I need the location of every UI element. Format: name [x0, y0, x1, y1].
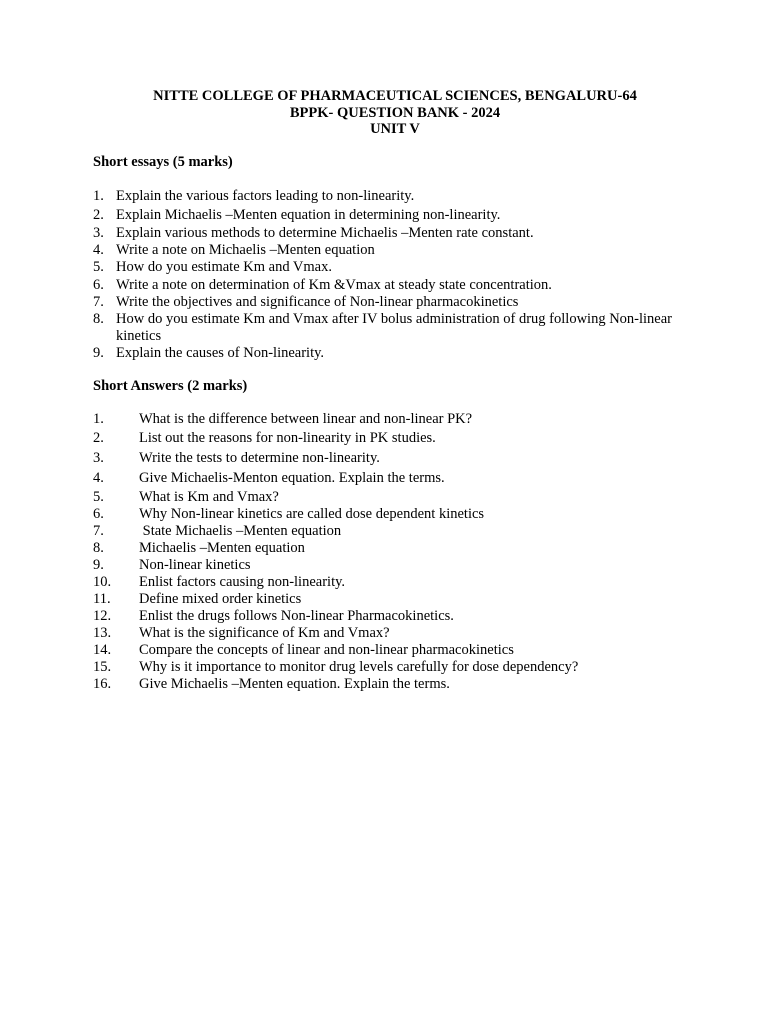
item-text: What is the difference between linear and non-linear PK? [139, 411, 473, 427]
list-item [93, 506, 693, 523]
item-number: 4. [93, 470, 104, 486]
item-number: 9. [93, 345, 104, 361]
item-text: How do you estimate Km and Vmax after IV bolus administration of drug following Non-linear kinetics [116, 311, 672, 344]
list-item [93, 642, 693, 659]
list-item [93, 659, 693, 676]
list-item [93, 450, 693, 467]
list-item [93, 311, 693, 345]
item-text: Explain Michaelis –Menten equation in determining non-linearity. [116, 207, 501, 223]
item-text: Write the tests to determine non-linearity. [139, 450, 380, 466]
list-item [93, 625, 693, 642]
short-essays-heading: Short essays (5 marks) [93, 154, 233, 170]
list-item [93, 523, 693, 540]
item-text: Why is it importance to monitor drug levels carefully for dose dependency? [139, 659, 579, 675]
item-number: 6. [93, 506, 104, 522]
item-number: 9. [93, 557, 104, 573]
list-item [93, 411, 693, 428]
list-item [93, 676, 693, 693]
question-bank-title: BPPK- QUESTION BANK - 2024 [289, 104, 501, 121]
item-text: Give Michaelis-Menton equation. Explain the terms. [139, 470, 445, 486]
item-number: 11. [93, 591, 111, 607]
item-text: State Michaelis –Menten equation [139, 523, 342, 539]
list-item [93, 294, 693, 311]
item-number: 7. [93, 523, 104, 539]
list-item [93, 345, 693, 362]
item-text: List out the reasons for non-linearity in PK studies. [139, 430, 436, 446]
item-number: 14. [93, 642, 112, 658]
item-number: 5. [93, 259, 104, 275]
list-item [93, 188, 693, 205]
list-item [93, 608, 693, 625]
list-item [93, 540, 693, 557]
item-number: 8. [93, 311, 104, 327]
list-item [93, 277, 693, 294]
item-text: How do you estimate Km and Vmax. [116, 259, 332, 275]
list-item [93, 259, 693, 276]
list-item [93, 242, 693, 259]
short-answers-list [93, 411, 693, 693]
unit-title: UNIT V [370, 121, 420, 137]
item-text: Explain the causes of Non-linearity. [116, 345, 325, 361]
item-number: 6. [93, 277, 104, 293]
item-text: Non-linear kinetics [139, 557, 251, 573]
list-item [93, 489, 693, 506]
document-header [0, 88, 768, 138]
item-number: 2. [93, 207, 104, 223]
item-number: 1. [93, 411, 104, 427]
item-text: Write the objectives and significance of Non-linear pharmacokinetics [116, 294, 519, 310]
item-text: Give Michaelis –Menten equation. Explain the terms. [139, 676, 450, 692]
item-number: 7. [93, 294, 104, 310]
list-item [93, 574, 693, 591]
list-item [93, 207, 693, 224]
list-item [93, 225, 693, 242]
item-number: 5. [93, 489, 104, 505]
short-answers-heading: Short Answers (2 marks) [93, 378, 248, 394]
item-number: 16. [93, 676, 112, 692]
item-text: Define mixed order kinetics [139, 591, 302, 607]
item-number: 12. [93, 608, 112, 624]
item-text: What is the significance of Km and Vmax? [139, 625, 390, 641]
item-number: 4. [93, 242, 104, 258]
item-text: Explain various methods to determine Michaelis –Menten rate constant. [116, 225, 534, 241]
item-number: 1. [93, 188, 104, 204]
item-text: Write a note on Michaelis –Menten equation [116, 242, 375, 258]
item-text: What is Km and Vmax? [139, 489, 279, 505]
item-number: 2. [93, 430, 104, 446]
item-number: 3. [93, 225, 104, 241]
item-number: 8. [93, 540, 104, 556]
item-text: Enlist factors causing non-linearity. [139, 574, 346, 590]
list-item [93, 557, 693, 574]
list-item [93, 430, 693, 447]
item-text: Why Non-linear kinetics are called dose dependent kinetics [139, 506, 485, 522]
item-number: 13. [93, 625, 112, 641]
short-essays-list [93, 188, 693, 362]
item-text: Enlist the drugs follows Non-linear Pharmacokinetics. [139, 608, 454, 624]
list-item [93, 470, 693, 487]
item-text: Michaelis –Menten equation [139, 540, 305, 556]
item-number: 15. [93, 659, 112, 675]
college-name: NITTE COLLEGE OF PHARMACEUTICAL SCIENCES, BENGALURU-64 [153, 88, 637, 104]
item-number: 3. [93, 450, 104, 466]
item-text: Compare the concepts of linear and non-linear pharmacokinetics [139, 642, 514, 658]
item-text: Explain the various factors leading to non-linearity. [116, 188, 415, 204]
item-text: Write a note on determination of Km &Vmax at steady state concentration. [116, 277, 552, 293]
item-number: 10. [93, 574, 112, 590]
list-item [93, 591, 693, 608]
